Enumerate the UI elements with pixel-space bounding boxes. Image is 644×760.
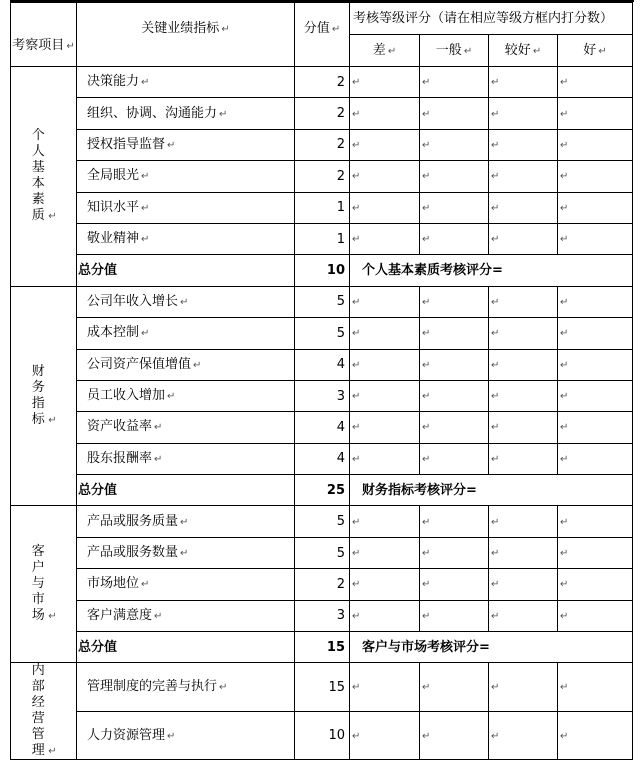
total-score: 15 xyxy=(295,632,350,663)
kpi-row xyxy=(11,318,633,349)
kpi-score: 4 xyxy=(295,349,350,380)
kpi-score: 2 xyxy=(295,569,350,600)
kpi-name: 人力资源管理 ↵ xyxy=(77,711,295,760)
grade-input-cell[interactable]: ↵ xyxy=(558,569,633,600)
kpi-row xyxy=(11,711,633,760)
kpi-name: 股东报酬率 ↵ xyxy=(77,443,295,474)
kpi-score: 1 xyxy=(295,223,350,254)
kpi-score: 1 xyxy=(295,192,350,223)
kpi-table xyxy=(10,2,633,760)
grade-input-cell[interactable]: ↵ xyxy=(350,192,420,223)
grade-input-cell[interactable]: ↵ xyxy=(420,663,489,712)
kpi-name: 产品或服务质量 ↵ xyxy=(77,506,295,537)
grade-input-cell[interactable]: ↵ xyxy=(420,600,489,631)
grade-input-cell[interactable]: ↵ xyxy=(489,569,558,600)
grade-input-cell[interactable]: ↵ xyxy=(489,537,558,568)
grade-input-cell[interactable]: ↵ xyxy=(350,129,420,160)
kpi-score: 5 xyxy=(295,318,350,349)
grade-input-cell[interactable]: ↵ xyxy=(558,161,633,192)
kpi-score: 2 xyxy=(295,98,350,129)
grade-input-cell[interactable]: ↵ xyxy=(350,569,420,600)
grade-input-cell[interactable]: ↵ xyxy=(420,569,489,600)
evaluation-score-cell[interactable]: 个人基本素质考核评分= xyxy=(350,255,633,286)
grade-input-cell[interactable]: ↵ xyxy=(350,349,420,380)
grade-input-cell[interactable]: ↵ xyxy=(350,98,420,129)
grade-input-cell[interactable]: ↵ xyxy=(558,286,633,317)
kpi-row xyxy=(11,223,633,254)
grade-input-cell[interactable]: ↵ xyxy=(558,223,633,254)
grade-input-cell[interactable]: ↵ xyxy=(420,161,489,192)
grade-poor: 差 ↵ xyxy=(350,35,420,67)
category-label: 内部经营管理 xyxy=(31,663,45,759)
grade-input-cell[interactable]: ↵ xyxy=(489,161,558,192)
grade-input-cell[interactable]: ↵ xyxy=(558,98,633,129)
grade-input-cell[interactable]: ↵ xyxy=(350,318,420,349)
total-score: 25 xyxy=(295,475,350,506)
kpi-name: 市场地位 ↵ xyxy=(77,569,295,600)
kpi-score: 3 xyxy=(295,600,350,631)
grade-input-cell[interactable]: ↵ xyxy=(420,318,489,349)
total-row xyxy=(11,255,633,286)
grade-input-cell[interactable]: ↵ xyxy=(558,192,633,223)
kpi-score: 2 xyxy=(295,67,350,98)
category-label: 财务指标 xyxy=(31,364,45,428)
category-cell: 客户与市场 ↵ xyxy=(11,506,77,663)
grade-input-cell[interactable]: ↵ xyxy=(350,443,420,474)
grade-input-cell[interactable]: ↵ xyxy=(350,412,420,443)
kpi-score: 5 xyxy=(295,286,350,317)
kpi-name: 决策能力 ↵ xyxy=(77,67,295,98)
grade-input-cell[interactable]: ↵ xyxy=(558,349,633,380)
kpi-row xyxy=(11,192,633,223)
kpi-score: 4 xyxy=(295,443,350,474)
grade-good: 较好 ↵ xyxy=(489,35,558,67)
grade-input-cell[interactable]: ↵ xyxy=(489,600,558,631)
category-cell: 个人基本素质 ↵ xyxy=(11,67,77,287)
grade-input-cell[interactable]: ↵ xyxy=(558,380,633,411)
kpi-name: 成本控制 ↵ xyxy=(77,318,295,349)
evaluation-score-cell[interactable]: 客户与市场考核评分= xyxy=(350,632,633,663)
grade-input-cell[interactable]: ↵ xyxy=(489,711,558,760)
grade-input-cell[interactable]: ↵ xyxy=(558,663,633,712)
kpi-name: 敬业精神 ↵ xyxy=(77,223,295,254)
grade-input-cell[interactable]: ↵ xyxy=(489,318,558,349)
header-category: 考察项目 ↵ xyxy=(11,3,77,67)
total-label: 总分值 xyxy=(77,255,295,286)
kpi-name: 公司年收入增长 ↵ xyxy=(77,286,295,317)
grade-input-cell[interactable]: ↵ xyxy=(489,129,558,160)
header-kpi: 关键业绩指标 ↵ xyxy=(77,3,295,67)
grade-input-cell[interactable]: ↵ xyxy=(350,223,420,254)
total-label: 总分值 xyxy=(77,475,295,506)
grade-input-cell[interactable]: ↵ xyxy=(350,286,420,317)
grade-input-cell[interactable]: ↵ xyxy=(350,537,420,568)
grade-input-cell[interactable]: ↵ xyxy=(350,506,420,537)
kpi-row xyxy=(11,506,633,537)
evaluation-score-cell[interactable]: 财务指标考核评分= xyxy=(350,475,633,506)
kpi-name: 全局眼光 ↵ xyxy=(77,161,295,192)
header-grading: 考核等级评分（请在相应等级方框内打分数） xyxy=(350,3,633,35)
grade-fair: 一般 ↵ xyxy=(420,35,489,67)
grade-input-cell[interactable]: ↵ xyxy=(489,380,558,411)
total-row xyxy=(11,475,633,506)
grade-input-cell[interactable]: ↵ xyxy=(420,412,489,443)
grade-input-cell[interactable]: ↵ xyxy=(420,192,489,223)
grade-input-cell[interactable]: ↵ xyxy=(489,223,558,254)
grade-input-cell[interactable]: ↵ xyxy=(350,663,420,712)
grade-input-cell[interactable]: ↵ xyxy=(489,443,558,474)
category-cell: 内部经营管理 ↵ xyxy=(11,663,77,760)
kpi-row xyxy=(11,412,633,443)
grade-input-cell[interactable]: ↵ xyxy=(420,711,489,760)
grade-input-cell[interactable]: ↵ xyxy=(420,67,489,98)
grade-input-cell[interactable]: ↵ xyxy=(489,349,558,380)
kpi-score: 15 xyxy=(295,663,350,712)
grade-input-cell[interactable]: ↵ xyxy=(420,98,489,129)
kpi-name: 客户满意度 ↵ xyxy=(77,600,295,631)
kpi-score: 2 xyxy=(295,129,350,160)
grade-input-cell[interactable]: ↵ xyxy=(350,711,420,760)
kpi-score: 5 xyxy=(295,506,350,537)
kpi-score: 4 xyxy=(295,412,350,443)
kpi-row xyxy=(11,286,633,317)
kpi-name: 产品或服务数量 ↵ xyxy=(77,537,295,568)
kpi-row xyxy=(11,443,633,474)
kpi-row xyxy=(11,537,633,568)
category-cell: 财务指标 ↵ xyxy=(11,286,77,506)
grade-input-cell[interactable]: ↵ xyxy=(558,537,633,568)
kpi-name: 资产收益率 ↵ xyxy=(77,412,295,443)
kpi-name: 组织、协调、沟通能力 ↵ xyxy=(77,98,295,129)
kpi-row xyxy=(11,663,633,712)
kpi-score: 5 xyxy=(295,537,350,568)
grade-input-cell[interactable]: ↵ xyxy=(558,412,633,443)
grade-input-cell[interactable]: ↵ xyxy=(489,663,558,712)
grade-input-cell[interactable]: ↵ xyxy=(558,506,633,537)
kpi-row xyxy=(11,380,633,411)
grade-input-cell[interactable]: ↵ xyxy=(558,443,633,474)
grade-input-cell[interactable]: ↵ xyxy=(350,161,420,192)
grade-input-cell[interactable]: ↵ xyxy=(350,380,420,411)
kpi-name: 授权指导监督 ↵ xyxy=(77,129,295,160)
grade-input-cell[interactable]: ↵ xyxy=(420,223,489,254)
grade-input-cell[interactable]: ↵ xyxy=(558,318,633,349)
grade-input-cell[interactable]: ↵ xyxy=(420,537,489,568)
kpi-row xyxy=(11,349,633,380)
kpi-name: 员工收入增加 ↵ xyxy=(77,380,295,411)
grade-input-cell[interactable]: ↵ xyxy=(489,192,558,223)
grade-input-cell[interactable]: ↵ xyxy=(420,506,489,537)
header-score: 分值 ↵ xyxy=(295,3,350,67)
grade-input-cell[interactable]: ↵ xyxy=(420,349,489,380)
total-label: 总分值 xyxy=(77,632,295,663)
grade-input-cell[interactable]: ↵ xyxy=(489,98,558,129)
grade-excellent: 好 ↵ xyxy=(558,35,633,67)
total-row xyxy=(11,632,633,663)
kpi-name: 公司资产保值增值 ↵ xyxy=(77,349,295,380)
total-score: 10 xyxy=(295,255,350,286)
grade-input-cell[interactable]: ↵ xyxy=(558,600,633,631)
grade-input-cell[interactable]: ↵ xyxy=(350,600,420,631)
kpi-score: 3 xyxy=(295,380,350,411)
kpi-row xyxy=(11,600,633,631)
grade-input-cell[interactable]: ↵ xyxy=(489,506,558,537)
grade-input-cell[interactable]: ↵ xyxy=(558,67,633,98)
kpi-name: 知识水平 ↵ xyxy=(77,192,295,223)
kpi-row xyxy=(11,98,633,129)
kpi-row xyxy=(11,161,633,192)
grade-input-cell[interactable]: ↵ xyxy=(558,711,633,760)
category-label: 个人基本素质 xyxy=(31,128,45,224)
grade-input-cell[interactable]: ↵ xyxy=(420,443,489,474)
grade-input-cell[interactable]: ↵ xyxy=(489,67,558,98)
grade-input-cell[interactable]: ↵ xyxy=(489,286,558,317)
grade-input-cell[interactable]: ↵ xyxy=(420,380,489,411)
kpi-name: 管理制度的完善与执行 ↵ xyxy=(77,663,295,712)
kpi-row xyxy=(11,67,633,98)
kpi-row xyxy=(11,569,633,600)
header-row xyxy=(11,3,633,35)
grade-input-cell[interactable]: ↵ xyxy=(350,67,420,98)
kpi-row xyxy=(11,129,633,160)
grade-input-cell[interactable]: ↵ xyxy=(420,286,489,317)
kpi-score: 10 xyxy=(295,711,350,760)
grade-input-cell[interactable]: ↵ xyxy=(558,129,633,160)
category-label: 客户与市场 xyxy=(31,544,45,624)
kpi-score: 2 xyxy=(295,161,350,192)
grade-input-cell[interactable]: ↵ xyxy=(420,129,489,160)
grade-input-cell[interactable]: ↵ xyxy=(489,412,558,443)
